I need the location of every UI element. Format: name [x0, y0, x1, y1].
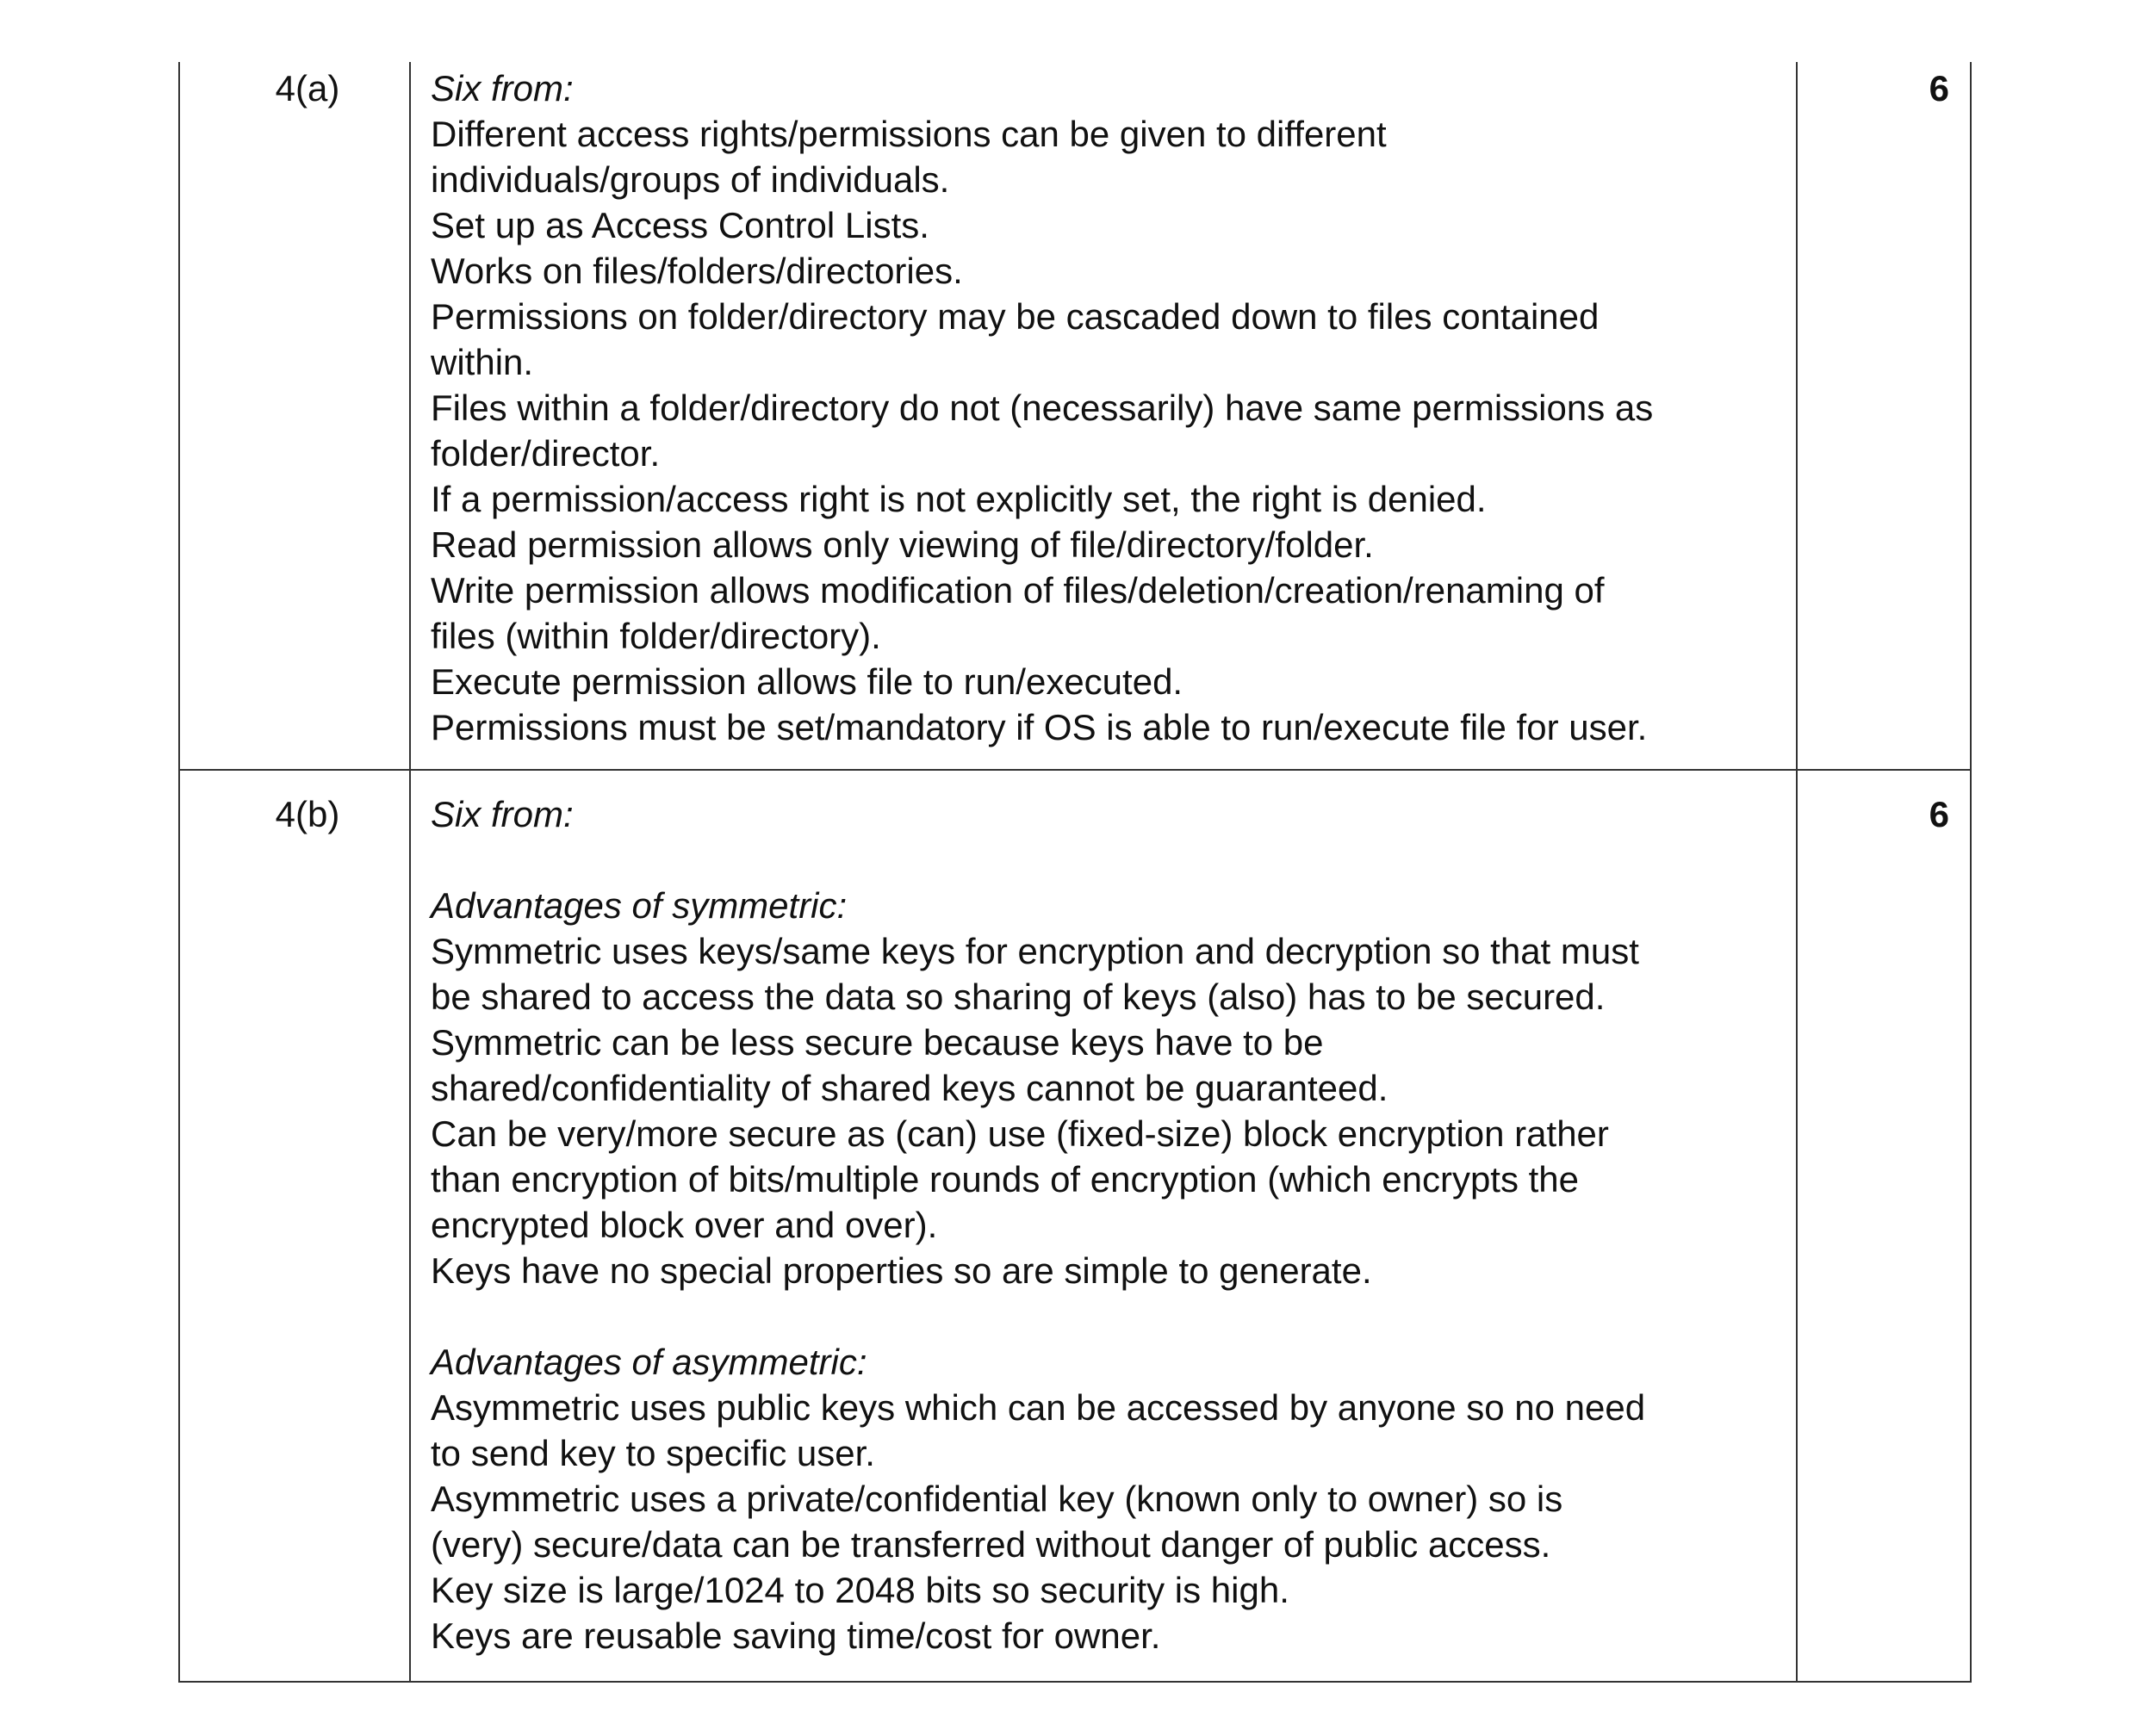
symmetric-lines — [431, 928, 1779, 1293]
answer-line: Read permission allows only viewing of file/directory/folder. — [431, 524, 1374, 565]
answer-line: Keys are reusable saving time/cost for owner. — [431, 1615, 1161, 1656]
answer-heading: Six from: — [431, 68, 574, 108]
symmetric-heading: Advantages of symmetric: — [431, 885, 848, 926]
asymmetric-lines — [431, 1385, 1779, 1658]
answer-line: Can be very/more secure as (can) use (fixed-size) block encryption rather — [431, 1113, 1609, 1154]
answer-heading: Six from: — [431, 794, 574, 834]
spacer — [431, 1293, 1779, 1339]
answer-line: Write permission allows modification of files/deletion/creation/renaming of — [431, 570, 1605, 611]
answer-line: Set up as Access Control Lists. — [431, 205, 929, 245]
answer-line: Files within a folder/directory do not (necessarily) have same permissions as — [431, 388, 1654, 428]
answer-cell — [410, 770, 1797, 1682]
answer-line: folder/director. — [431, 433, 661, 474]
table-row — [179, 770, 1971, 1682]
answer-line: Execute permission allows file to run/executed. — [431, 661, 1183, 702]
answer-line: Asymmetric uses public keys which can be accessed by anyone so no need — [431, 1387, 1646, 1428]
answer-line: Symmetric can be less secure because keys have to be — [431, 1022, 1324, 1063]
answer-line: Keys have no special properties so are simple to generate. — [431, 1250, 1372, 1291]
answer-lines — [431, 111, 1779, 750]
answer-line: within. — [431, 342, 534, 382]
marks-cell — [1797, 770, 1971, 1682]
answer-line: than encryption of bits/multiple rounds of encryption (which encrypts the — [431, 1159, 1580, 1200]
answer-line: Works on files/folders/directories. — [431, 251, 963, 291]
marks-cell — [1797, 62, 1971, 770]
answer-line: Different access rights/permissions can be given to different — [431, 114, 1387, 154]
marks-value: 6 — [1929, 68, 1949, 108]
answer-line: shared/confidentiality of shared keys cannot be guaranteed. — [431, 1068, 1388, 1108]
answer-line: If a permission/access right is not explicitly set, the right is denied. — [431, 479, 1487, 519]
answer-line: encrypted block over and over). — [431, 1205, 938, 1245]
answer-line: Permissions must be set/mandatory if OS is able to run/execute file for user. — [431, 707, 1648, 747]
answer-line: Asymmetric uses a private/confidential key (known only to owner) so is — [431, 1479, 1563, 1519]
answer-line: files (within folder/directory). — [431, 616, 881, 656]
mark-scheme-table — [178, 62, 1972, 1683]
answer-cell — [410, 62, 1797, 770]
answer-line: Key size is large/1024 to 2048 bits so security is high. — [431, 1570, 1289, 1610]
question-number: 4(a) — [275, 68, 340, 108]
answer-line: to send key to specific user. — [431, 1433, 875, 1473]
answer-line: individuals/groups of individuals. — [431, 159, 950, 200]
table-row — [179, 62, 1971, 770]
spacer — [431, 837, 1779, 883]
answer-line: Symmetric uses keys/same keys for encryption and decryption so that must — [431, 931, 1639, 971]
answer-line: Permissions on folder/directory may be cascaded down to files contained — [431, 296, 1600, 337]
question-number-cell — [179, 770, 410, 1682]
question-number-cell — [179, 62, 410, 770]
marks-value: 6 — [1929, 794, 1949, 834]
answer-line: be shared to access the data so sharing of keys (also) has to be secured. — [431, 976, 1606, 1017]
question-number: 4(b) — [275, 794, 340, 834]
answer-line: (very) secure/data can be transferred without danger of public access. — [431, 1524, 1551, 1565]
asymmetric-heading: Advantages of asymmetric: — [431, 1342, 867, 1382]
